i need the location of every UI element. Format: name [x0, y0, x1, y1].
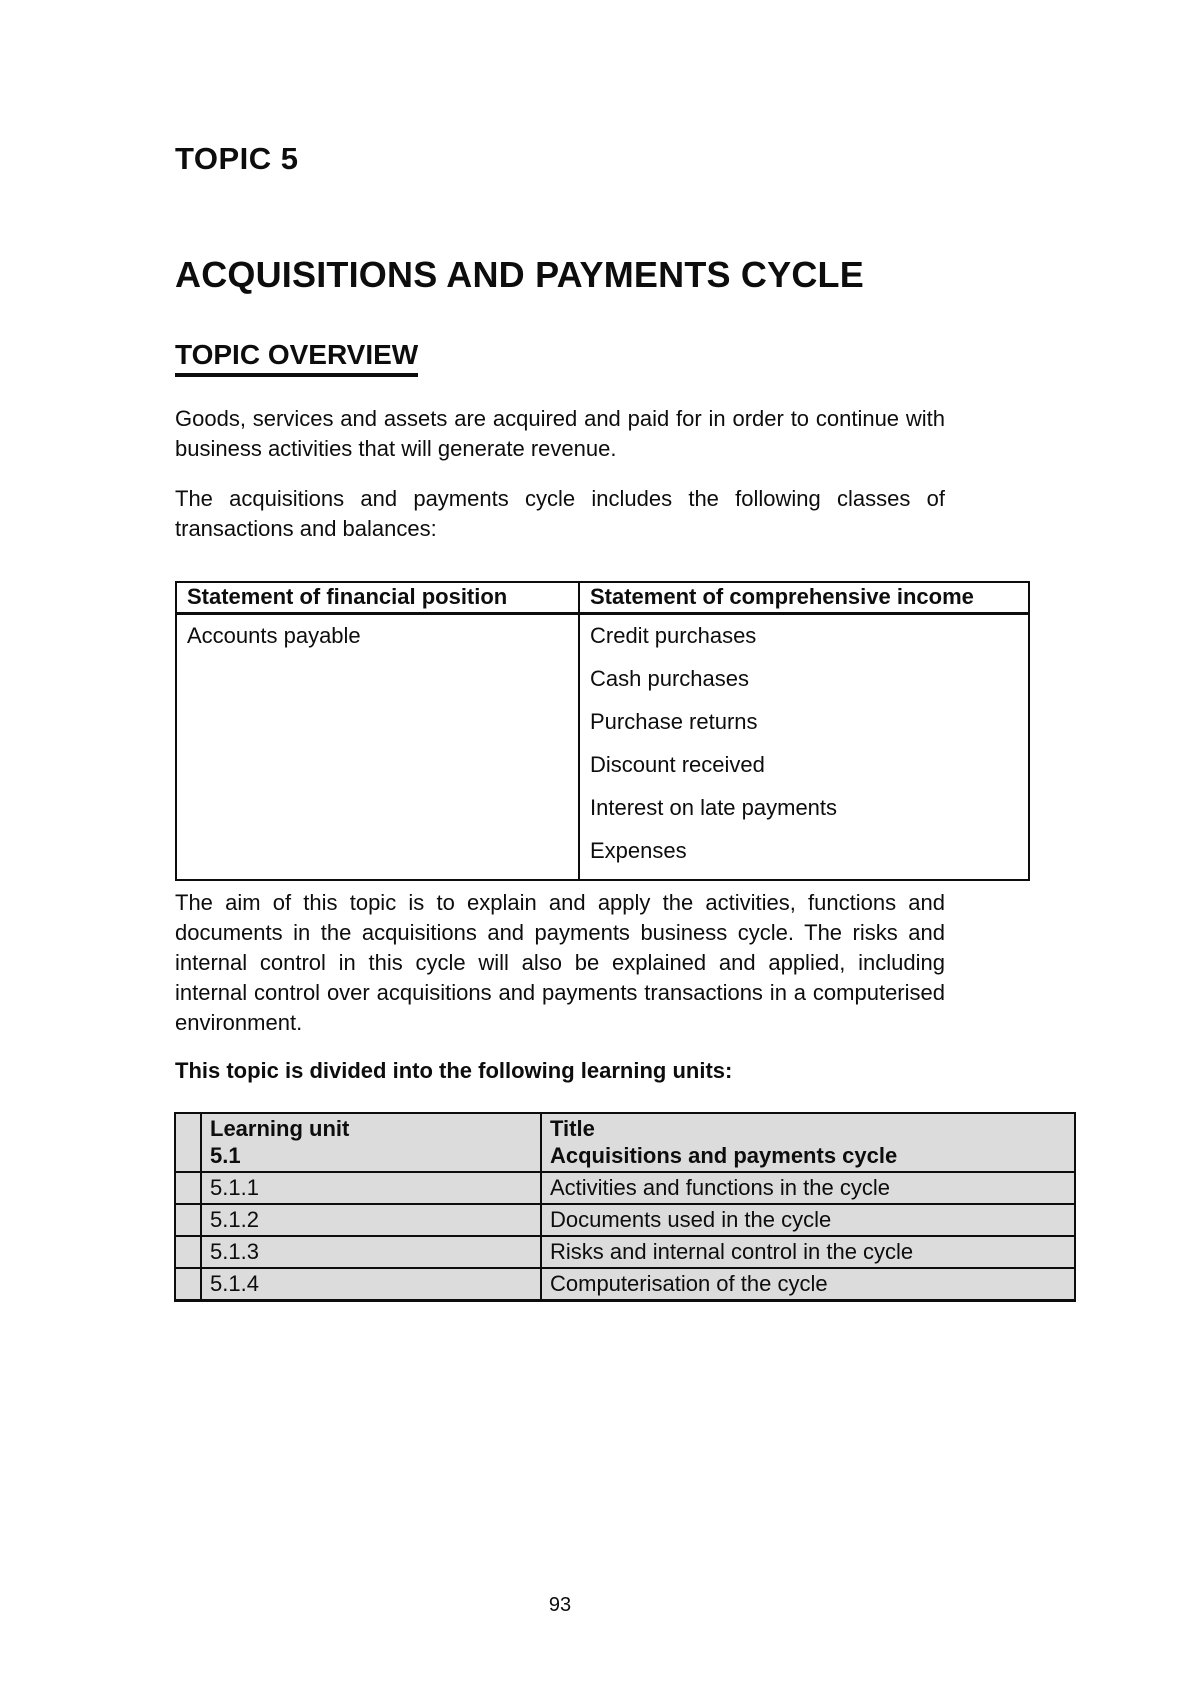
learning-units-intro: This topic is divided into the following learning units: — [175, 1058, 733, 1083]
balances-col-header-comprehensive-income: Statement of comprehensive income — [579, 582, 1029, 614]
units-spacer-cell — [175, 1236, 201, 1268]
balances-col-header-financial-position: Statement of financial position — [176, 582, 579, 614]
units-spacer-cell — [175, 1204, 201, 1236]
balances-body-row — [176, 614, 1029, 881]
table-row — [175, 1268, 1075, 1301]
unit-title: Computerisation of the cycle — [541, 1268, 1075, 1301]
units-spacer-cell — [175, 1268, 201, 1301]
balances-header-row — [176, 582, 1029, 614]
units-spacer-cell — [175, 1113, 201, 1172]
units-col-header-title: Title — [550, 1116, 595, 1141]
unit-title: Acquisitions and payments cycle — [550, 1143, 898, 1168]
comprehensive-income-item: Purchase returns — [590, 709, 758, 734]
topic-label: TOPIC 5 — [175, 141, 299, 176]
unit-number: 5.1.1 — [201, 1172, 541, 1204]
intro-paragraph-2: The acquisitions and payments cycle includes the following classes of transactions and balances: — [175, 486, 945, 541]
financial-position-item: Accounts payable — [187, 623, 361, 648]
table-row — [175, 1172, 1075, 1204]
units-header-row — [175, 1113, 1075, 1172]
learning-units-table — [174, 1112, 1076, 1302]
unit-number: 5.1.3 — [201, 1236, 541, 1268]
intro-paragraph-1: Goods, services and assets are acquired and paid for in order to continue with business activities that will generate revenue. — [175, 406, 945, 461]
units-spacer-cell — [175, 1172, 201, 1204]
comprehensive-income-item: Cash purchases — [590, 666, 749, 691]
units-col-header-learning-unit: Learning unit — [210, 1116, 350, 1141]
comprehensive-income-item: Discount received — [590, 752, 765, 777]
table-row — [175, 1236, 1075, 1268]
balances-cell-financial-position — [176, 614, 579, 881]
page-number: 93 — [548, 1594, 572, 1616]
balances-table — [175, 581, 1030, 881]
unit-number: 5.1 — [210, 1143, 241, 1168]
comprehensive-income-item: Interest on late payments — [590, 795, 838, 820]
unit-number: 5.1.4 — [201, 1268, 541, 1301]
section-heading — [175, 339, 418, 377]
unit-title: Activities and functions in the cycle — [541, 1172, 1075, 1204]
page-title: ACQUISITIONS AND PAYMENTS CYCLE — [175, 254, 864, 295]
balances-cell-comprehensive-income — [579, 614, 1029, 881]
table-row — [175, 1204, 1075, 1236]
units-header-cell-learning-unit — [201, 1113, 541, 1172]
comprehensive-income-item: Expenses — [590, 838, 687, 863]
aim-paragraph: The aim of this topic is to explain and apply the activities, functions and documents in the acquisitions and payments business cycle. The risks and internal control in this cycle will also be explained and applied, including internal control over acquisitions and payments transactions in a computerised environment. — [175, 890, 945, 1035]
units-header-cell-title — [541, 1113, 1075, 1172]
unit-title: Documents used in the cycle — [541, 1204, 1075, 1236]
unit-title: Risks and internal control in the cycle — [541, 1236, 1075, 1268]
unit-number: 5.1.2 — [201, 1204, 541, 1236]
comprehensive-income-item: Credit purchases — [590, 623, 757, 648]
section-heading-text: TOPIC OVERVIEW — [175, 339, 418, 377]
